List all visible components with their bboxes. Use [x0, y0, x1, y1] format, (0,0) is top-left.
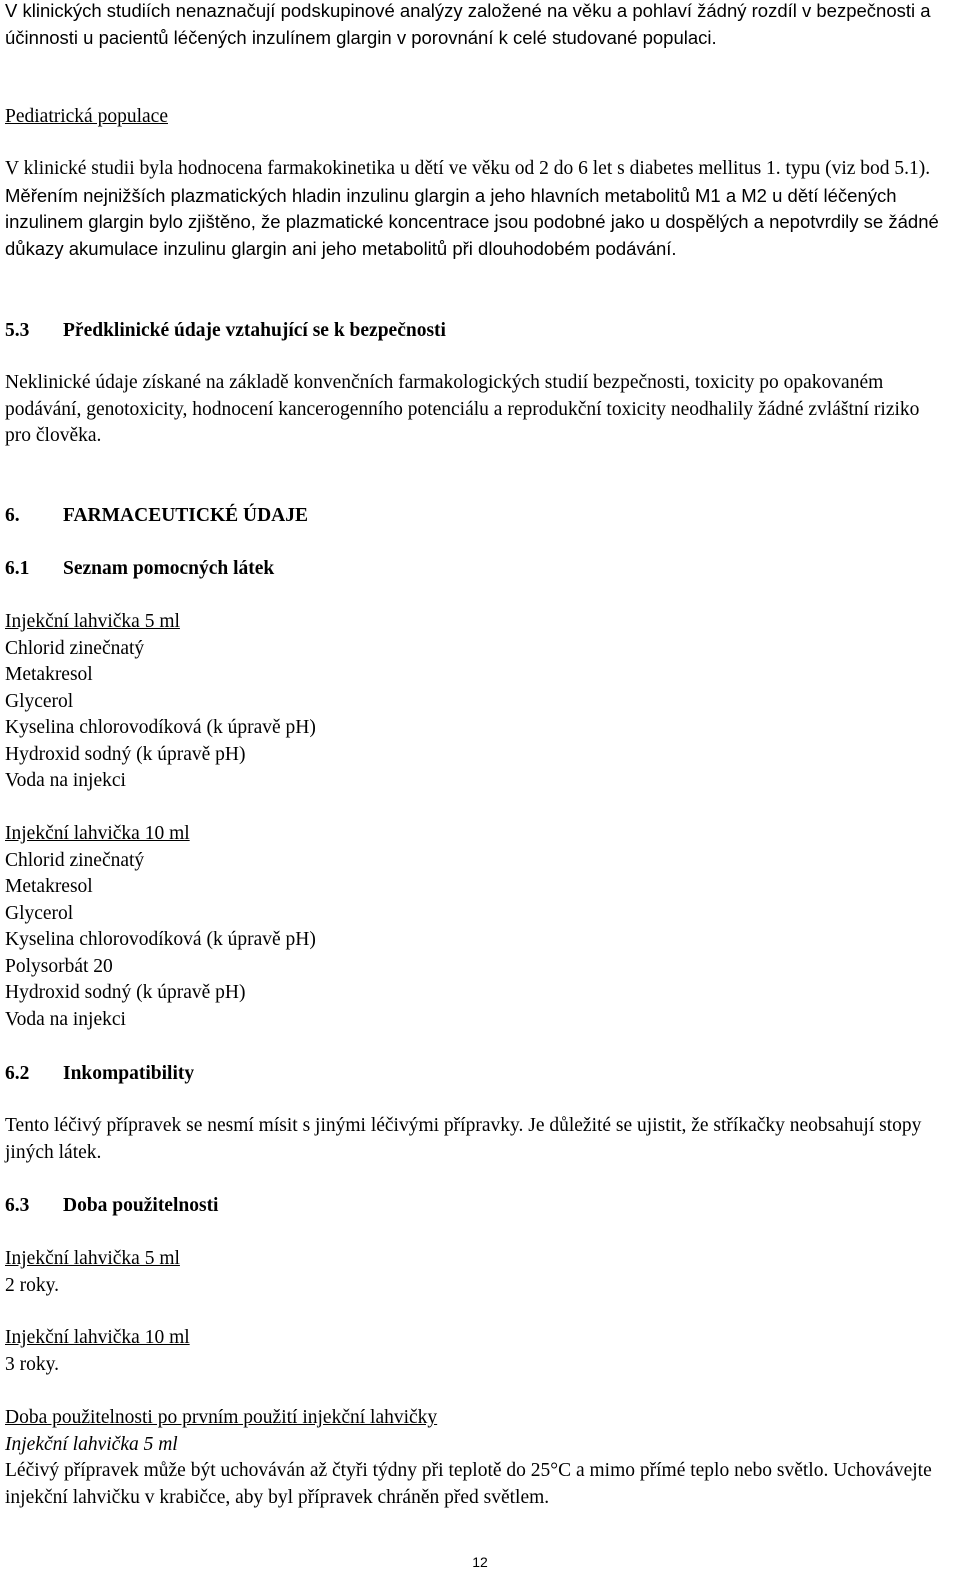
- section-5-3-heading: [5, 318, 446, 345]
- vial-5-value: 2 roky.: [5, 1274, 59, 1296]
- list-item: Polysorbát 20: [5, 955, 113, 977]
- pediatric-text-a: V klinické studii byla hodnocena farmakokinetika u dětí ve věku od 2 do 6 let s diabetes mellitus 1. typu (viz bod 5.1).: [5, 158, 931, 179]
- section-6-3-heading: [5, 1193, 218, 1220]
- list-item: Metakresol: [5, 876, 93, 897]
- section-title: Inkompatibility: [63, 1063, 195, 1084]
- section-number: 5.3: [5, 320, 30, 341]
- section-title: Seznam pomocných látek: [63, 558, 275, 579]
- intro-paragraph: V klinických studiích nenaznačují podskupinové analýzy založené na věku a pohlaví žádný rozdíl v bezpečnosti a účinnosti u pacientů léčených inzulínem glargin v porovnání k celé studované populaci.: [5, 0, 931, 48]
- after-first-use-text: Léčivý přípravek může být uchováván až čtyři týdny při teplotě do 25°C a mimo přímé teplo nebo světlo. Uchovávejte injekční lahvičku v krabičce, aby byl přípravek chráněn před světlem.: [5, 1460, 932, 1508]
- list-item: Chlorid zinečnatý: [5, 849, 145, 871]
- section-6-2-text: Tento léčivý přípravek se nesmí mísit s jinými léčivými přípravky. Je důležité se ujistit, že stříkačky neobsahují stopy jiných látek.: [5, 1115, 922, 1163]
- list-item: Voda na injekci: [5, 770, 126, 791]
- list-item: Voda na injekci: [5, 1008, 126, 1030]
- after-first-use-sub: Injekční lahvička 5 ml: [5, 1433, 178, 1455]
- vial-5-label: Injekční lahvička 5 ml: [5, 1248, 180, 1269]
- after-first-use-label: Doba použitelnosti po prvním použití injekční lahvičky: [5, 1407, 438, 1428]
- pediatric-text-b: Měřením nejnižších plazmatických hladin inzulinu glargin a jeho hlavních metabolitů M1 a M2 u dětí léčených inzulinem glargin bylo zjištěno, že plazmatické koncentrace jsou podobné jako u dospělých a nepotvrdily se žádné důkazy akumulace inzulinu glargin ani jeho metabolitů při dlouhodobém podávání.: [5, 184, 939, 259]
- list-item: Hydroxid sodný (k úpravě pH): [5, 743, 246, 765]
- pediatric-paragraph-full: [5, 155, 950, 262]
- list-item: Hydroxid sodný (k úpravě pH): [5, 982, 246, 1003]
- list-item: Metakresol: [5, 664, 93, 685]
- vial-10-value: 3 roky.: [5, 1353, 59, 1375]
- section-number: 6.2: [5, 1063, 30, 1084]
- vial-10-label: Injekční lahvička 10 ml: [5, 1327, 190, 1348]
- list-item: Chlorid zinečnatý: [5, 637, 145, 659]
- section-number: 6.3: [5, 1195, 30, 1216]
- pediatric-heading: Pediatrická populace: [5, 106, 168, 127]
- section-title: FARMACEUTICKÉ ÚDAJE: [63, 505, 309, 526]
- section-number: 6.1: [5, 558, 30, 579]
- excipients-vial-5: [5, 609, 316, 795]
- section-6-heading: [5, 503, 308, 530]
- section-6-2-heading: [5, 1061, 194, 1088]
- list-item: Glycerol: [5, 902, 74, 924]
- shelf-life-after-first-use: [5, 1405, 950, 1511]
- shelf-life-vial-5: [5, 1246, 180, 1299]
- vial-10-list: [5, 848, 316, 1034]
- section-number: 6.: [5, 505, 20, 526]
- vial-5-list: [5, 636, 316, 795]
- page-number: 12: [472, 1554, 488, 1570]
- section-5-3-text: Neklinické údaje získané na základě konvenčních farmakologických studií bezpečnosti, toxicity po opakovaném podávání, genotoxicity, hodnocení kancerogenního potenciálu a reprodukční toxicity neodhalily žádné zvláštní riziko pro člověka.: [5, 372, 920, 446]
- excipients-vial-10: [5, 821, 316, 1033]
- list-item: Kyselina chlorovodíková (k úpravě pH): [5, 929, 316, 950]
- section-title: Předklinické údaje vztahující se k bezpečnosti: [63, 320, 446, 341]
- list-item: Kyselina chlorovodíková (k úpravě pH): [5, 717, 316, 738]
- vial-10-label: Injekční lahvička 10 ml: [5, 823, 190, 844]
- vial-5-label: Injekční lahvička 5 ml: [5, 611, 180, 632]
- shelf-life-vial-10: [5, 1325, 190, 1378]
- list-item: Glycerol: [5, 690, 74, 712]
- section-6-1-heading: [5, 556, 274, 583]
- section-title: Doba použitelnosti: [63, 1195, 219, 1216]
